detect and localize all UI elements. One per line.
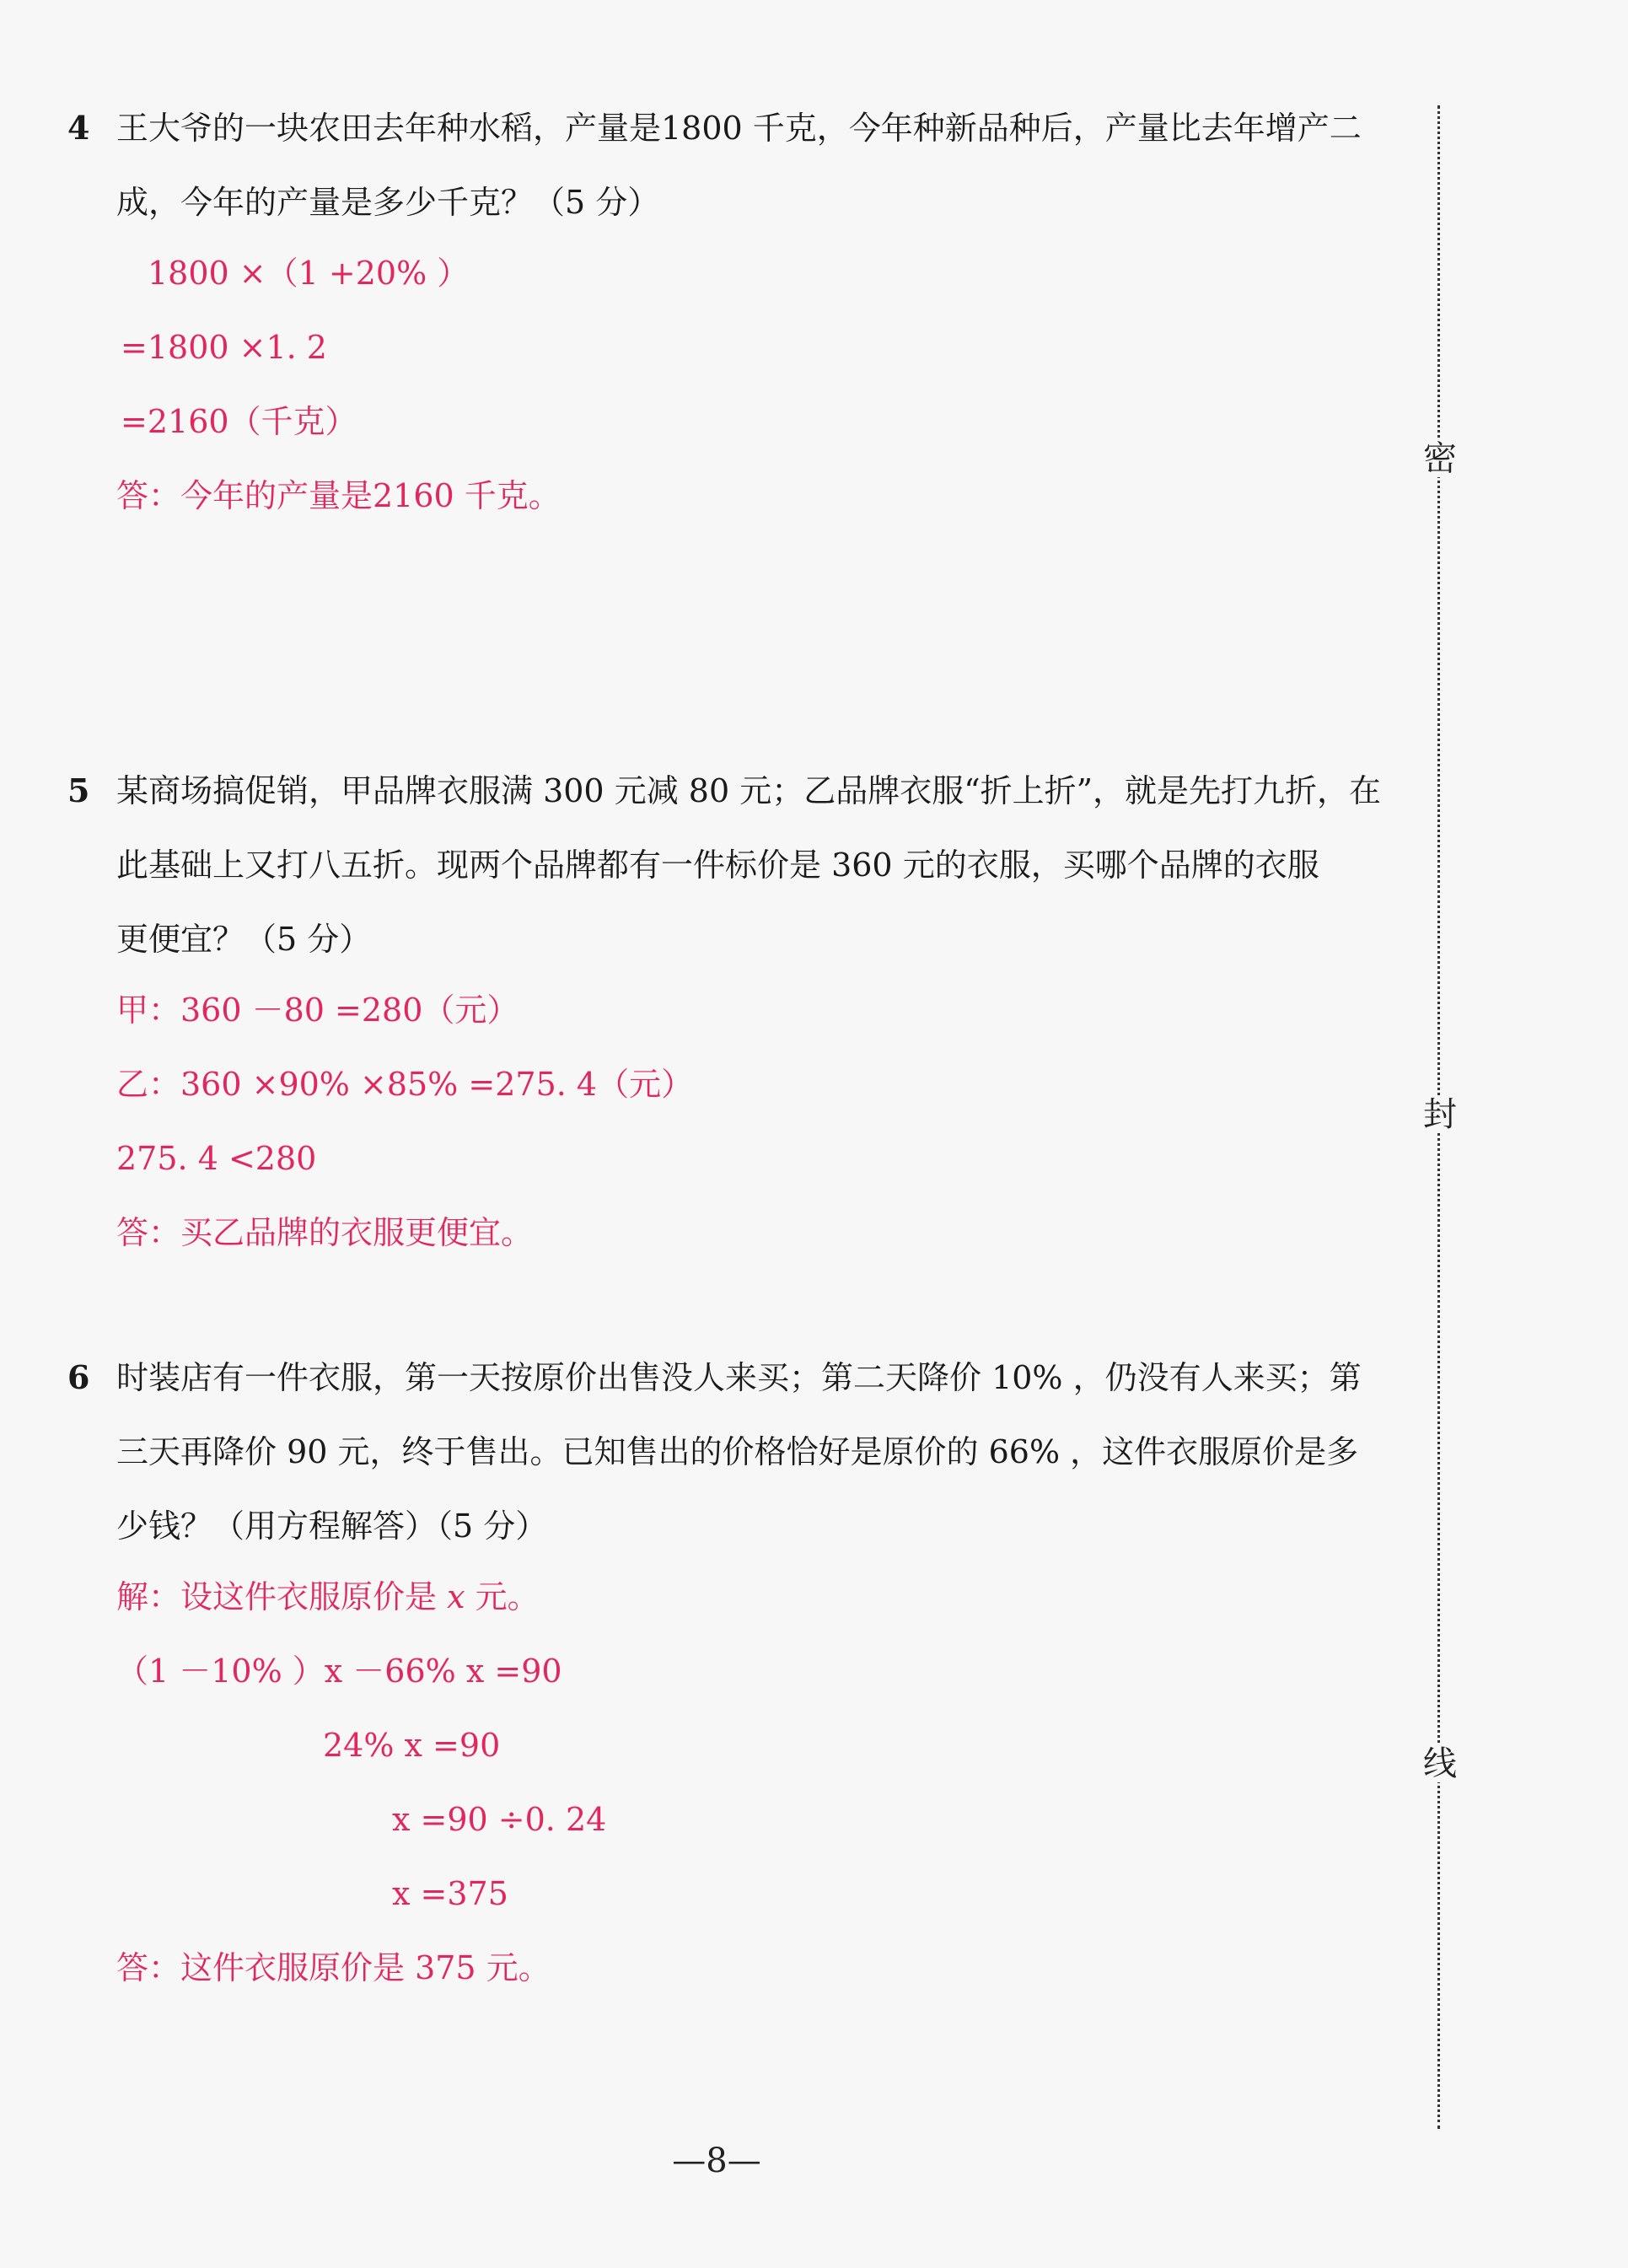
question-text: 成，今年的产量是多少千克？（5 分） — [116, 184, 660, 221]
question-number: 4 — [67, 109, 90, 147]
question-5 — [67, 754, 1391, 976]
answer-line: 甲：360 －80 =280（元） — [116, 992, 519, 1029]
question-6 — [67, 1341, 1391, 1563]
question-text: 更便宜？（5 分） — [116, 921, 372, 958]
question-text: 时装店有一件衣服，第一天按原价出售没人来买；第二天降价 10% ，仍没有人来买；第 — [116, 1359, 1362, 1396]
answer-line: 乙：360 ×90% ×85% =275. 4（元） — [116, 1066, 694, 1103]
equation-line: x =90 ÷0. 24 — [392, 1801, 607, 1838]
question-text: 此基础上又打八五折。现两个品牌都有一件标价是 360 元的衣服，买哪个品牌的衣服 — [116, 846, 1319, 884]
question-number: 5 — [67, 771, 90, 809]
answer-line: =1800 ×1. 2 — [121, 329, 327, 366]
question-4 — [67, 91, 1391, 239]
answer-line: 解：设这件衣服原价是 x 元。 — [116, 1578, 540, 1615]
answer-conclusion: 答：今年的产量是2160 千克。 — [116, 477, 561, 514]
question-text: 某商场搞促销，甲品牌衣服满 300 元减 80 元；乙品牌衣服“折上折”，就是先打九折，在 — [116, 772, 1382, 809]
page-number: —8— — [672, 2142, 761, 2180]
equation-line: x =375 — [392, 1875, 508, 1912]
question-number: 6 — [67, 1358, 90, 1396]
margin-char-xian: 线 — [1423, 1744, 1457, 1783]
margin-char-feng: 封 — [1423, 1095, 1457, 1134]
answer-conclusion: 答：买乙品牌的衣服更便宜。 — [116, 1214, 534, 1251]
question-text: 少钱？（用方程解答）（5 分） — [116, 1508, 548, 1545]
equation-line: 24% x =90 — [323, 1727, 501, 1764]
answer-conclusion: 答：这件衣服原价是 375 元。 — [116, 1949, 551, 1986]
equation-line: （1 －10% ）x －66% x =90 — [116, 1653, 562, 1690]
margin-char-mi: 密 — [1423, 439, 1457, 478]
answer-line: 275. 4 <280 — [116, 1140, 317, 1177]
question-text: 王大爷的一块农田去年种水稻，产量是1800 千克，今年种新品种后，产量比去年增产二 — [116, 110, 1362, 147]
answer-line: =2160（千克） — [121, 403, 357, 440]
answer-line: 1800 ×（1 +20% ） — [148, 255, 470, 292]
question-text: 三天再降价 90 元，终于售出。已知售出的价格恰好是原价的 66% ，这件衣服原价是多 — [116, 1433, 1359, 1470]
